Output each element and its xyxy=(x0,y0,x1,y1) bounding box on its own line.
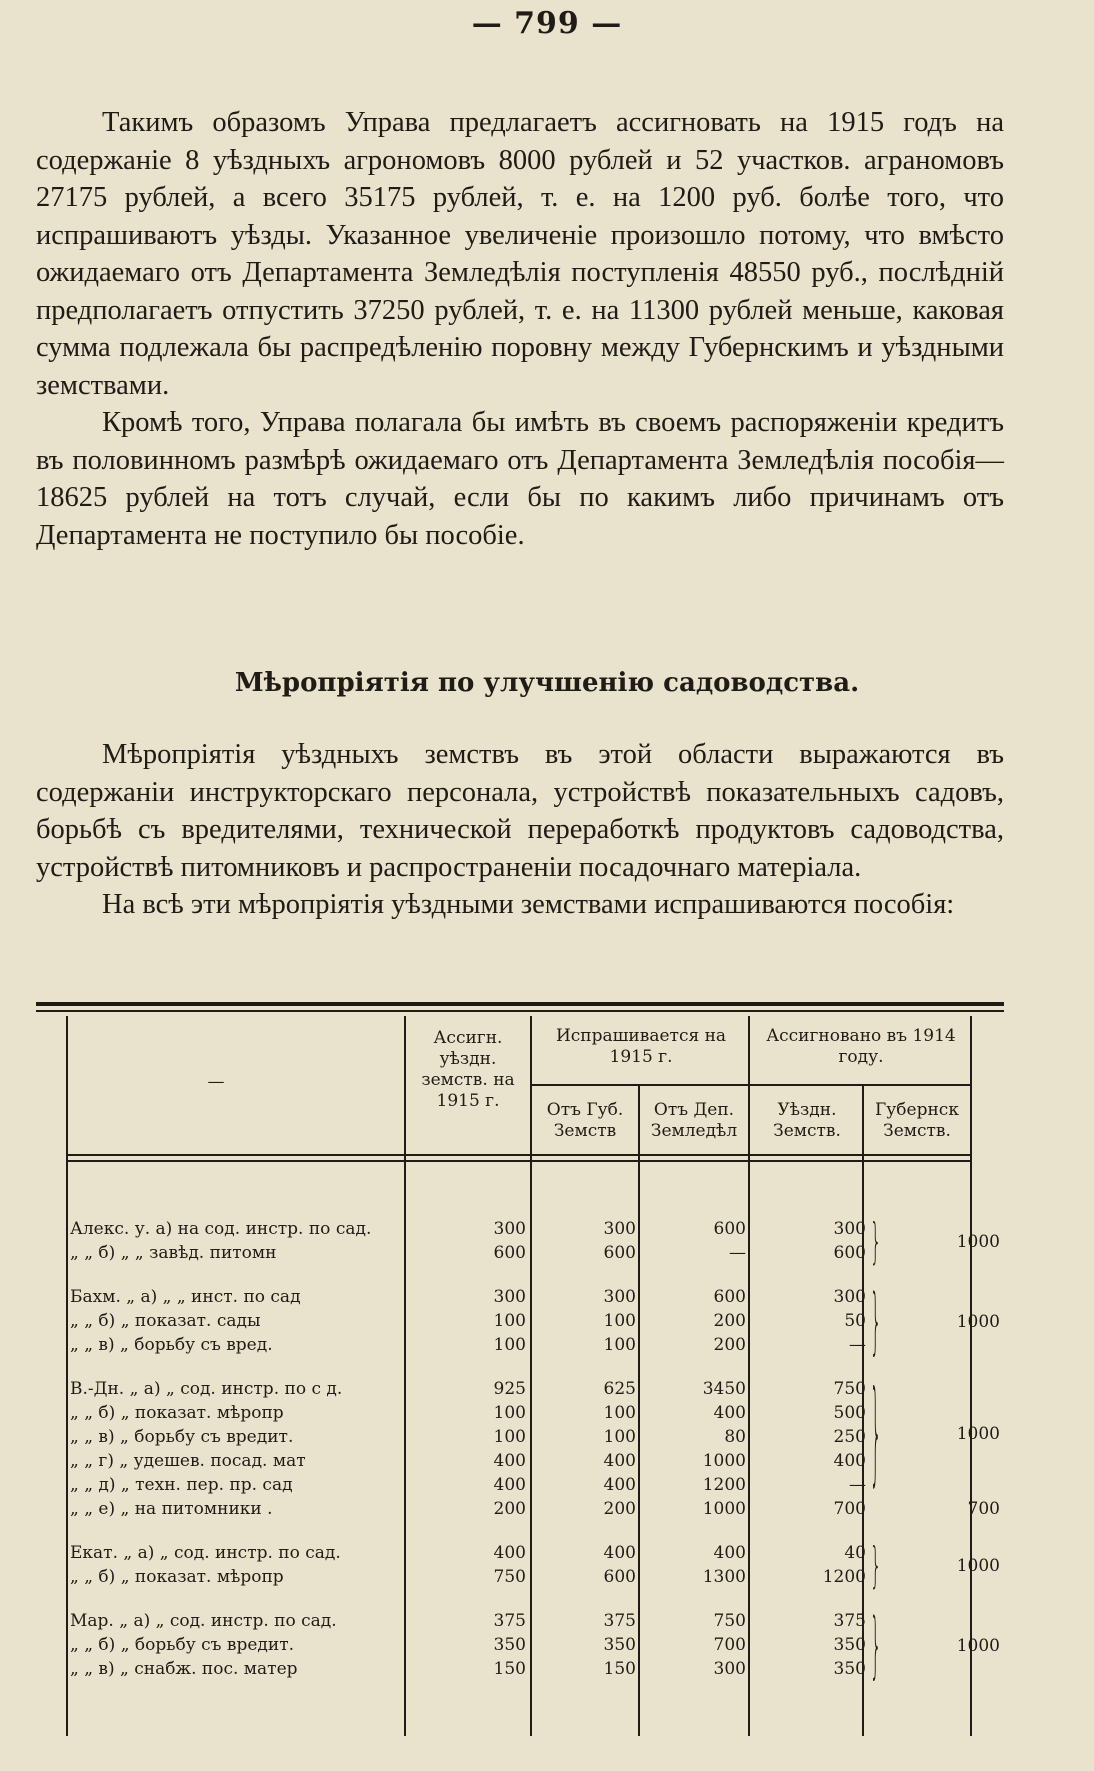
group-total-gub-1914: 1000 xyxy=(956,1232,1000,1252)
body-text-top xyxy=(36,104,1004,554)
cell-from-dep: 700 xyxy=(713,1635,746,1655)
row-label: „ „ е) „ на питомники . xyxy=(70,1499,273,1519)
cell-assigned-1915: 400 xyxy=(493,1475,526,1495)
cell-from-dep: 600 xyxy=(713,1219,746,1239)
cell-from-dep: 750 xyxy=(713,1611,746,1631)
cell-assigned-1915: 600 xyxy=(493,1243,526,1263)
cell-uezd-1914: 600 xyxy=(833,1243,866,1263)
group-brace: } xyxy=(870,1280,882,1364)
table-divider xyxy=(748,1016,750,1736)
cell-assigned-1915: 100 xyxy=(493,1403,526,1423)
cell-from-dep: 200 xyxy=(713,1311,746,1331)
paragraph-1: Такимъ образомъ Управа предлагаетъ ассигновать на 1915 годъ на содержаніе 8 уѣздныхъ агрономовъ 8000 рублей и 52 участков. аграномовъ 27175 рублей, а всего 35175 рублей, т. е. на 1200 руб. болѣе того, что испрашиваютъ уѣзды. Указанное увеличеніе произошло потому, что вмѣсто ожидаемаго отъ Департамента Земледѣлія поступленія 48550 руб., послѣдній предполагаетъ отпустить 37250 рублей, т. е. на 11300 рублей меньше, каковая сумма подлежала бы распредѣленію поровну между Губернскимъ и уѣздными земствами. xyxy=(36,107,1004,401)
cell-uezd-1914: 500 xyxy=(833,1403,866,1423)
cell-uezd-1914: 700 xyxy=(833,1499,866,1519)
table-border-right xyxy=(970,1016,972,1736)
cell-assigned-1915: 750 xyxy=(493,1567,526,1587)
cell-from-gub: 100 xyxy=(603,1335,636,1355)
row-label: „ „ в) „ борьбу съ вредит. xyxy=(70,1427,294,1447)
row-label: „ „ в) „ борьбу съ вред. xyxy=(70,1335,273,1355)
cell-from-dep: 600 xyxy=(713,1287,746,1307)
cell-from-dep: 1000 xyxy=(702,1499,746,1519)
cell-from-dep: 1300 xyxy=(702,1567,746,1587)
cell-assigned-1915: 200 xyxy=(493,1499,526,1519)
cell-from-gub: 375 xyxy=(603,1611,636,1631)
cell-uezd-1914: 750 xyxy=(833,1379,866,1399)
cell-from-gub: 600 xyxy=(603,1243,636,1263)
cell-uezd-1914: 300 xyxy=(833,1287,866,1307)
cell-uezd-1914: 300 xyxy=(833,1219,866,1239)
cell-from-gub: 400 xyxy=(603,1451,636,1471)
cell-from-gub: 150 xyxy=(603,1659,636,1679)
cell-uezd-1914: 40 xyxy=(844,1543,866,1563)
row-label: Бахм. „ а) „ „ инст. по сад xyxy=(70,1287,301,1307)
cell-gub-1914: 700 xyxy=(967,1499,1000,1519)
cell-uezd-1914: 350 xyxy=(833,1635,866,1655)
cell-from-dep: 200 xyxy=(713,1335,746,1355)
group-brace: } xyxy=(870,1214,882,1270)
cell-assigned-1915: 150 xyxy=(493,1659,526,1679)
cell-from-gub: 100 xyxy=(603,1427,636,1447)
header-col1: Ассигн. уѣздн. земств. на 1915 г. xyxy=(421,1028,515,1111)
paragraph-4: На всѣ эти мѣропріятія уѣздными земствами испрашиваются пособія: xyxy=(102,889,955,920)
header-group-requested: Испрашивается на 1915 г. xyxy=(555,1026,727,1067)
group-total-gub-1914: 1000 xyxy=(956,1312,1000,1332)
group-brace: } xyxy=(870,1538,882,1594)
cell-from-dep: 400 xyxy=(713,1403,746,1423)
header-col3: Отъ Деп. Земледѣл xyxy=(650,1100,738,1141)
row-label: В.-Дн. „ а) „ сод. инстр. по с д. xyxy=(70,1379,343,1399)
row-label: Екат. „ а) „ сод. инстр. по сад. xyxy=(70,1543,341,1563)
cell-uezd-1914: 375 xyxy=(833,1611,866,1631)
page-number: — 799 — xyxy=(471,6,623,41)
header-bottom-rule xyxy=(66,1154,970,1156)
row-label: „ „ б) „ показат. мѣропр xyxy=(70,1403,284,1423)
row-label: Алекс. у. а) на сод. инстр. по сад. xyxy=(70,1219,372,1239)
subsidy-table xyxy=(36,1000,1004,1740)
cell-from-gub: 625 xyxy=(603,1379,636,1399)
cell-from-dep: 80 xyxy=(724,1427,746,1447)
header-col2: Отъ Губ. Земств xyxy=(546,1100,624,1141)
paragraph-3: Мѣропріятія уѣздныхъ земствъ въ этой области выражаются въ содержаніи инструкторскаго персонала, устройствѣ показательныхъ садовъ, борьбѣ съ вредителями, технической переработкѣ продуктовъ садоводства, устройствѣ питомниковъ и распространеніи посадочнаго матеріала. xyxy=(36,739,1004,883)
row-label: „ „ б) „ показат. сады xyxy=(70,1311,261,1331)
header-dash: — xyxy=(207,1072,225,1092)
cell-assigned-1915: 925 xyxy=(493,1379,526,1399)
group-brace: } xyxy=(870,1369,882,1499)
cell-from-dep: 3450 xyxy=(702,1379,746,1399)
paragraph-2: Кромѣ того, Управа полагала бы имѣть въ своемъ распоряженіи кредитъ въ половинномъ размѣрѣ ожидаемаго отъ Департамента Земледѣлія пособія—18625 рублей на тотъ случай, если бы по какимъ либо причинамъ отъ Департамента не поступило бы пособіе. xyxy=(36,407,1004,551)
group-total-gub-1914: 1000 xyxy=(956,1424,1000,1444)
cell-assigned-1915: 100 xyxy=(493,1311,526,1331)
cell-from-dep: 400 xyxy=(713,1543,746,1563)
cell-assigned-1915: 375 xyxy=(493,1611,526,1631)
cell-assigned-1915: 300 xyxy=(493,1287,526,1307)
cell-uezd-1914: — xyxy=(849,1475,866,1495)
cell-assigned-1915: 100 xyxy=(493,1335,526,1355)
header-subrule xyxy=(530,1084,970,1086)
cell-uezd-1914: 1200 xyxy=(822,1567,866,1587)
row-label: „ „ б) „ борьбу съ вредит. xyxy=(70,1635,295,1655)
cell-from-dep: 300 xyxy=(713,1659,746,1679)
section-heading: Мѣропріятія по улучшенію садоводства. xyxy=(234,668,860,698)
cell-assigned-1915: 350 xyxy=(493,1635,526,1655)
cell-from-dep: 1200 xyxy=(702,1475,746,1495)
cell-assigned-1915: 300 xyxy=(493,1219,526,1239)
cell-uezd-1914: 250 xyxy=(833,1427,866,1447)
cell-from-dep: 1000 xyxy=(702,1451,746,1471)
header-col5: Губернск Земств. xyxy=(875,1100,959,1141)
cell-assigned-1915: 400 xyxy=(493,1451,526,1471)
cell-from-gub: 100 xyxy=(603,1403,636,1423)
cell-from-gub: 300 xyxy=(603,1287,636,1307)
cell-assigned-1915: 100 xyxy=(493,1427,526,1447)
cell-from-gub: 400 xyxy=(603,1475,636,1495)
cell-from-gub: 350 xyxy=(603,1635,636,1655)
row-label: „ „ г) „ удешев. посад. мат xyxy=(70,1451,306,1471)
cell-from-gub: 200 xyxy=(603,1499,636,1519)
cell-from-gub: 300 xyxy=(603,1219,636,1239)
row-label: „ „ д) „ техн. пер. пр. сад xyxy=(70,1475,293,1495)
group-total-gub-1914: 1000 xyxy=(956,1636,1000,1656)
row-label: Мар. „ а) „ сод. инстр. по сад. xyxy=(70,1611,337,1631)
cell-assigned-1915: 400 xyxy=(493,1543,526,1563)
header-col4: Уѣздн. Земств. xyxy=(773,1100,841,1141)
header-bottom-rule-2 xyxy=(66,1160,970,1162)
cell-from-dep: — xyxy=(729,1243,746,1263)
row-label: „ „ б) „ показат. мѣропр xyxy=(70,1567,284,1587)
cell-uezd-1914: 400 xyxy=(833,1451,866,1471)
cell-from-gub: 600 xyxy=(603,1567,636,1587)
header-group-assigned: Ассигновано въ 1914 году. xyxy=(766,1026,956,1067)
cell-uezd-1914: 50 xyxy=(844,1311,866,1331)
body-text-bottom xyxy=(36,736,1004,924)
group-total-gub-1914: 1000 xyxy=(956,1556,1000,1576)
row-label: „ „ в) „ снабж. пос. матер xyxy=(70,1659,298,1679)
row-label: „ „ б) „ „ завѣд. питомн xyxy=(70,1243,277,1263)
cell-from-gub: 400 xyxy=(603,1543,636,1563)
cell-from-gub: 100 xyxy=(603,1311,636,1331)
table-border-left xyxy=(66,1016,68,1736)
cell-uezd-1914: 350 xyxy=(833,1659,866,1679)
group-brace: } xyxy=(870,1604,882,1688)
cell-uezd-1914: — xyxy=(849,1335,866,1355)
